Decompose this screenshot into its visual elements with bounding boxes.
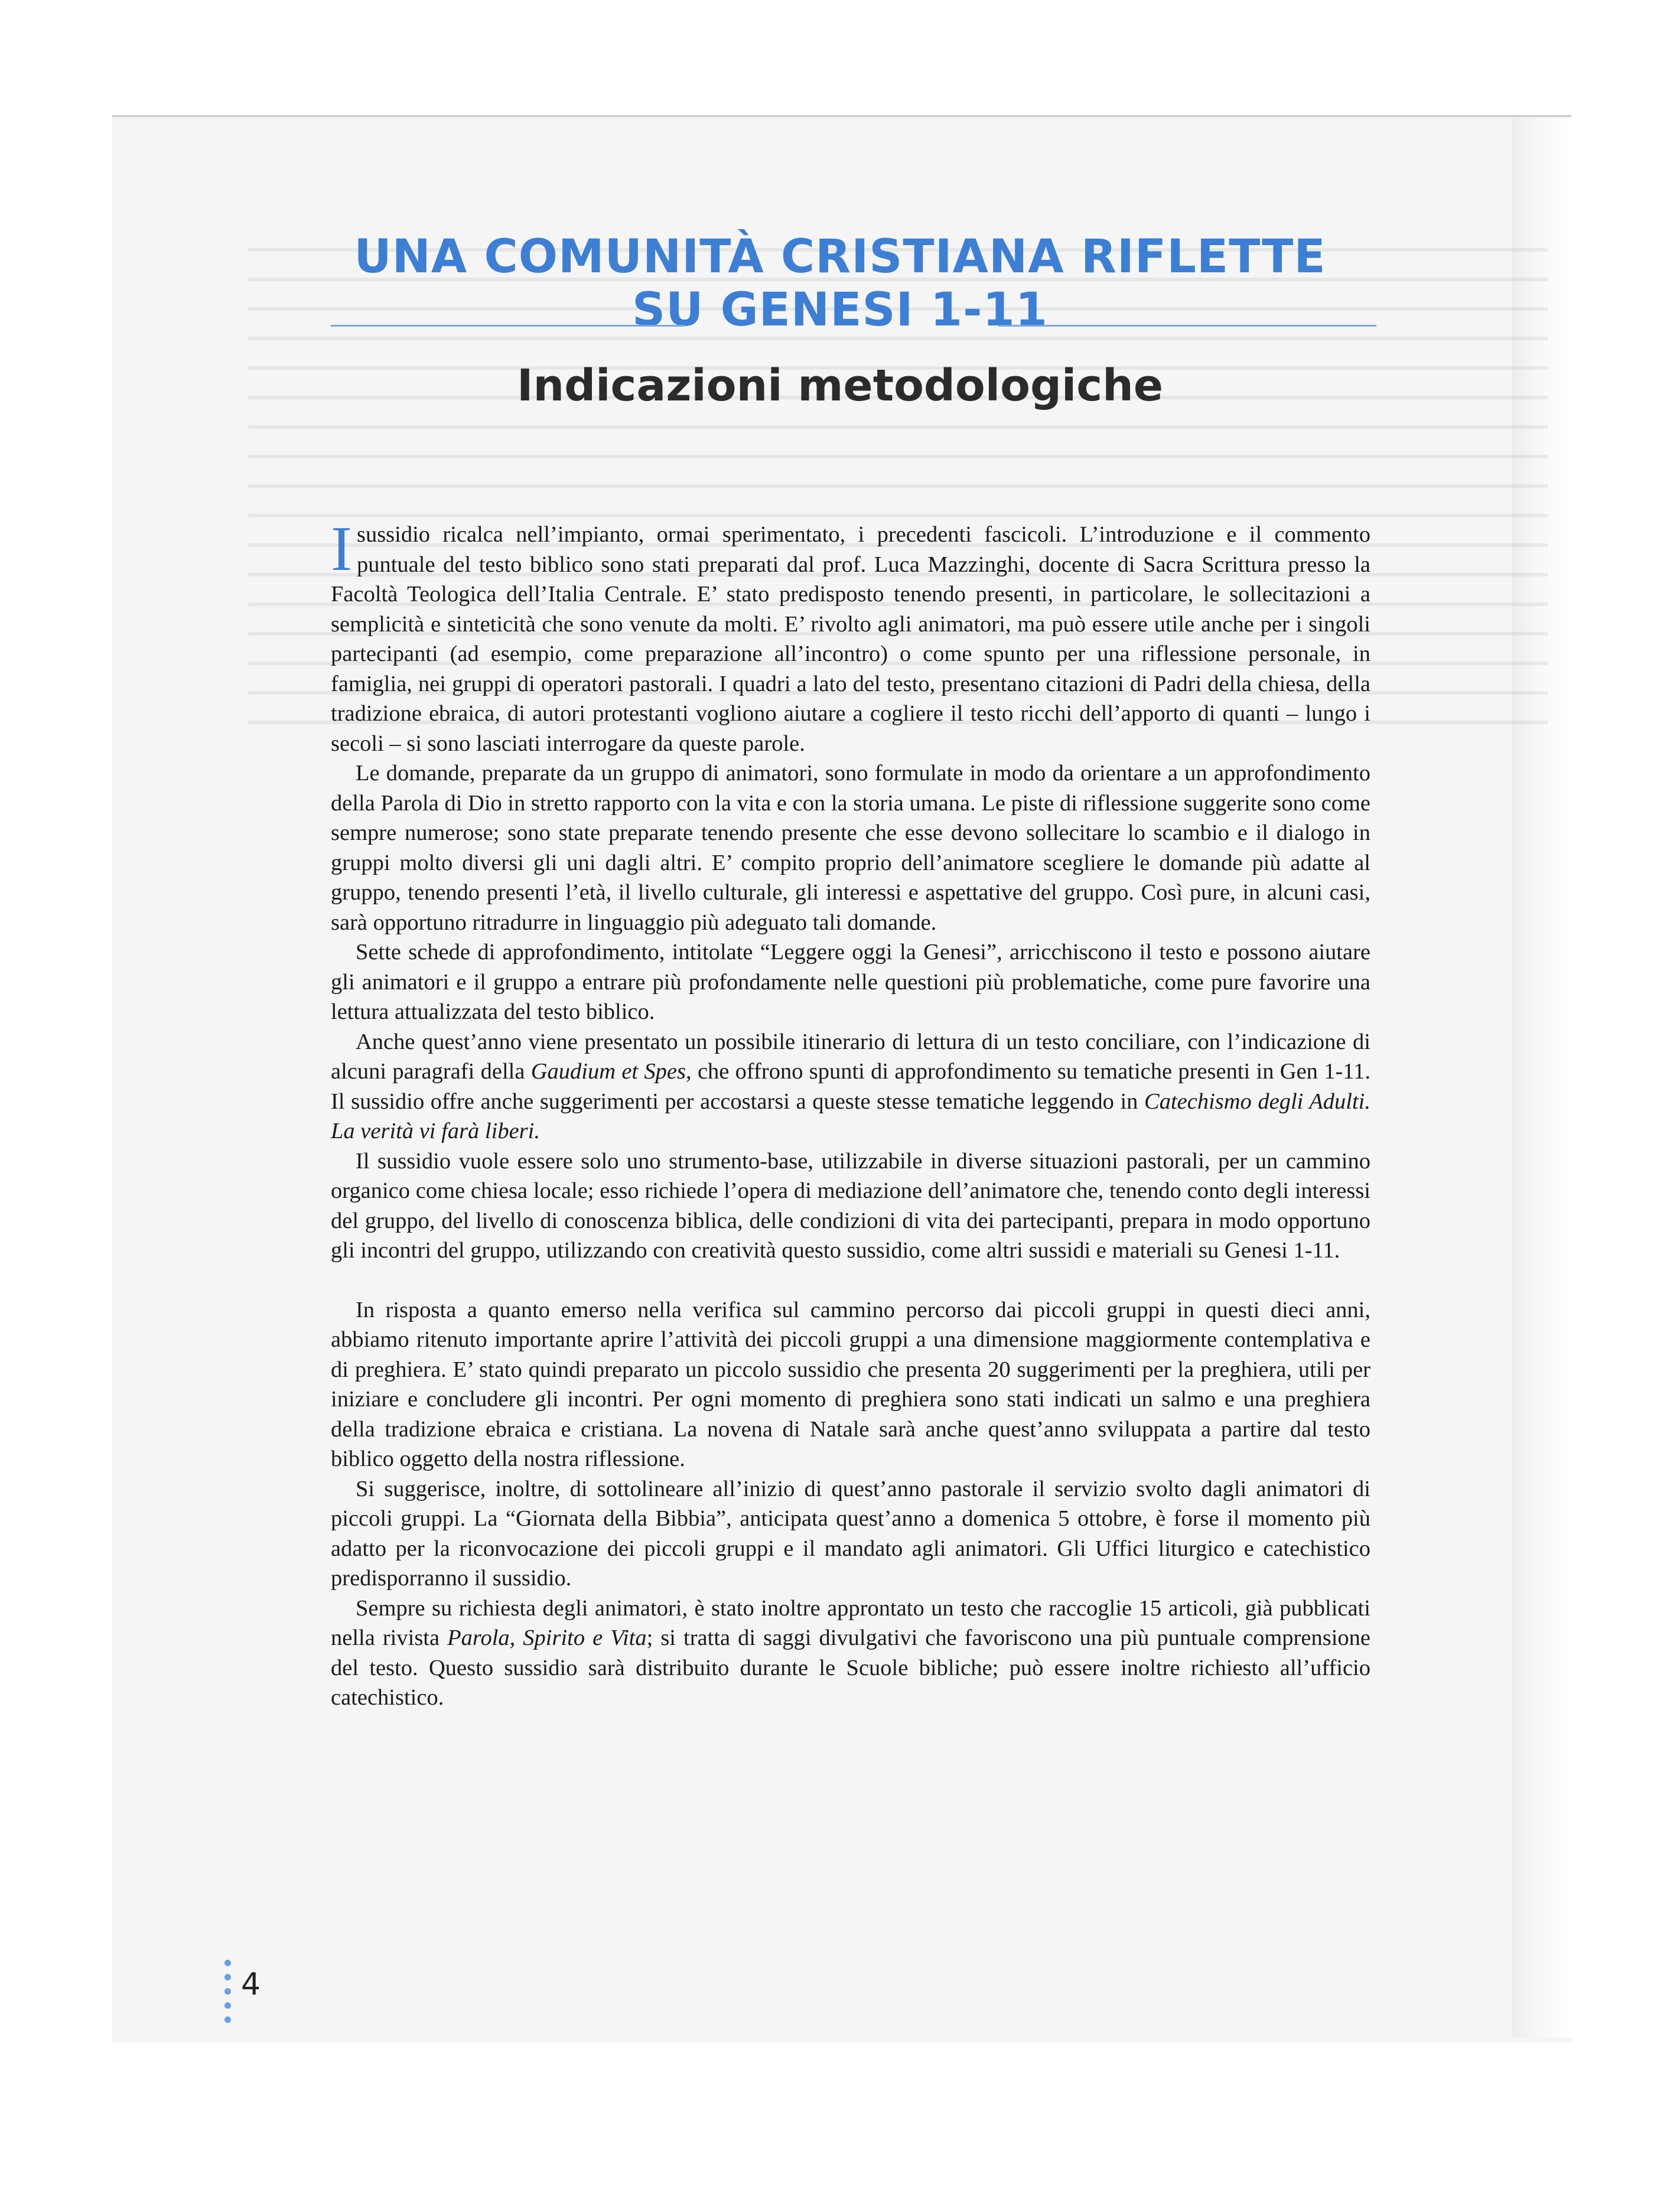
title-line-2: SU GENESI 1-11 bbox=[631, 284, 1049, 337]
paragraph-8-text-a: Sempre su richiesta degli animatori, è stato inoltre approntato un testo che raccoglie 15 articoli, già pubblicati nella rivista bbox=[331, 1595, 1370, 1650]
dot-icon bbox=[224, 1974, 231, 1980]
dot-icon bbox=[224, 1960, 231, 1966]
paragraph-6: In risposta a quanto emerso nella verifica sul cammino percorso dai piccoli gruppi in questi dieci anni, abbiamo ritenuto importante aprire l’attività dei piccoli gruppi a una dimensione maggiormente contemplativa e di preghiera. E’ stato quindi preparato un piccolo sussidio che presenta 20 suggerimenti per la preghiera, utili per iniziare e concludere gli incontri. Per ogni momento di preghiera sono stati indicati un salmo e una preghiera della tradizione ebraica e cristiana. La novena di Natale sarà anche quest’anno sviluppata a partire dal testo biblico oggetto della nostra riflessione. bbox=[331, 1297, 1370, 1471]
paragraph-8 bbox=[331, 1594, 1370, 1713]
paragraph-3: Sette schede di approfondimento, intitolate “Leggere oggi la Genesi”, arricchiscono il testo e possono aiutare gli animatori e il gruppo a entrare più profondamente nelle questioni più problematiche, come pure favorire una lettura attualizzata del testo biblico. bbox=[331, 940, 1370, 1024]
paragraph-2: Le domande, preparate da un gruppo di animatori, sono formulate in modo da orientare a un approfondimento della Parola di Dio in stretto rapporto con la vita e con la storia umana. Le piste di riflessione suggerite sono come sempre numerose; sono state preparate tenendo presente che esse devono sollecitare lo scambio e il dialogo in gruppi molto diversi gli uni dagli altri. E’ compito proprio dell’animatore scegliere le domande più adatte al gruppo, tenendo presenti l’età, il livello culturale, gli interessi e aspettative del gruppo. Così pure, in alcuni casi, sarà opportuno ritradurre in linguaggio più adeguato tali domande. bbox=[331, 761, 1370, 935]
rivista-title: Parola, Spirito e Vita bbox=[447, 1625, 647, 1650]
dropcap-letter: I bbox=[331, 514, 352, 584]
dot-icon bbox=[224, 2002, 231, 2009]
gaudium-et-spes-title: Gaudium et Spes bbox=[530, 1059, 686, 1084]
decorative-dots bbox=[224, 1960, 233, 2031]
paragraph-4-text-a: Anche quest’anno viene presentato un possibile itinerario di lettura di un testo conciliare, con l’indicazione di alcuni paragrafi della bbox=[331, 1029, 1370, 1084]
paragraph-5: Il sussidio vuole essere solo uno strumento-base, utilizzabile in diverse situazioni pastorali, per un cammino organico come chiesa locale; esso richiede l’opera di mediazione dell’animatore che, tenendo conto degli interessi del gruppo, del livello di conoscenza biblica, delle condizioni di vita dei partecipanti, prepara in modo opportuno gli incontri del gruppo, utilizzando con creatività questo sussidio, come altri sussidi e materiali su Genesi 1-11. bbox=[331, 1148, 1370, 1263]
paragraph-4-text-b: , che offrono spunti di approfondimento su tematiche presenti in Gen 1-11. Il sussidio offre anche suggerimenti per accostarsi a queste stesse tematiche leggendo in bbox=[331, 1059, 1371, 1114]
title-rule-right bbox=[998, 325, 1376, 327]
body-text bbox=[331, 514, 1371, 1713]
paragraph-4 bbox=[331, 1027, 1370, 1146]
catechismo-title: Catechismo degli Adulti. La verità vi farà liberi. bbox=[331, 1089, 1370, 1143]
paragraph-1 bbox=[331, 514, 1370, 758]
section-subtitle: Indicazioni metodologiche bbox=[516, 360, 1164, 411]
paragraph-1-text: sussidio ricalca nell’impianto, ormai sperimentato, i precedenti fascicoli. L’introduzione e il commento puntuale del testo biblico sono stati preparati dal prof. Luca Mazzinghi, docente di Sacra Scrittura presso la Facoltà Teologica dell’Italia Centrale. E’ stato predisposto tenendo presenti, in particolare, le sollecitazioni a semplicità e sinteticità che sono venute da molti. E’ rivolto agli animatori, ma può essere utile anche per i singoli partecipanti (ad esempio, come preparazione all’incontro) o come spunto per una riflessione personale, in famiglia, nei gruppi di operatori pastorali. I quadri a lato del testo, presentano citazioni di Padri della chiesa, della tradizione ebraica, di autori protestanti vogliono aiutare a cogliere il testo ricchi dell’apporto di quanti – lungo i secoli – si sono lasciati interrogare da queste parole. bbox=[331, 522, 1370, 756]
paragraph-7: Si suggerisce, inoltre, di sottolineare all’inizio di quest’anno pastorale il servizio svolto dagli animatori di piccoli gruppi. La “Giornata della Bibbia”, anticipata quest’anno a domenica 5 ottobre, è forse il momento più adatto per la riconvocazione dei piccoli gruppi e il mandato agli animatori. Gli Uffici liturgico e catechistico predisporranno il sussidio. bbox=[331, 1476, 1370, 1591]
dot-icon bbox=[224, 1988, 231, 1995]
page-number: 4 bbox=[241, 1967, 261, 2002]
dot-icon bbox=[224, 2016, 231, 2023]
title-line-1: UNA COMUNITÀ CRISTIANA RIFLETTE bbox=[354, 230, 1326, 284]
title-rule-left bbox=[331, 325, 685, 327]
paragraph-8-text-b: ; si tratta di saggi divulgativi che favoriscono una più puntuale comprensione del testo. Questo sussidio sarà distribuito durante le Scuole bibliche; può essere inoltre richiesto all’ufficio catechistico. bbox=[331, 1625, 1370, 1710]
